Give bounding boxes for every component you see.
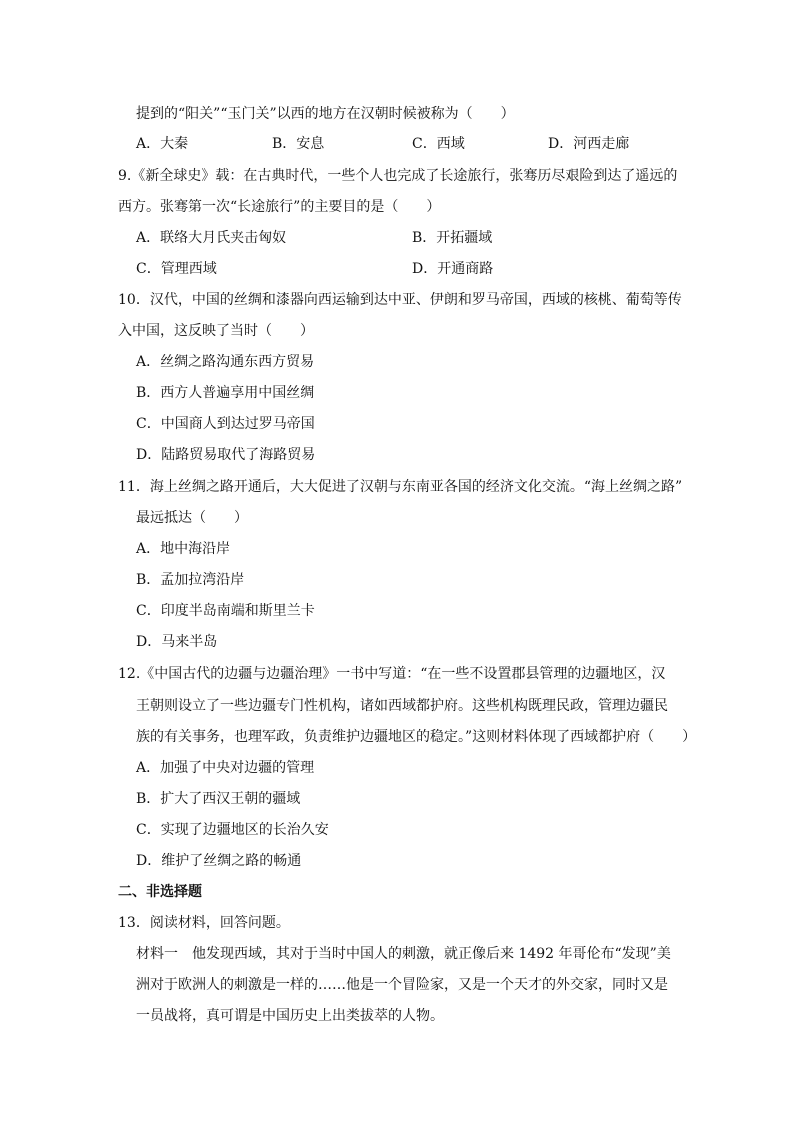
text-line: A．联络大月氏夹击匈奴 <box>136 230 287 246</box>
text-line: A．丝绸之路沟通东西方贸易 <box>136 354 315 370</box>
text-line: C．实现了边疆地区的长治久安 <box>136 822 329 838</box>
text-line: C．西域 <box>412 136 465 152</box>
text-line: 洲对于欧洲人的刺激是一样的……他是一个冒险家，又是一个天才的外交家，同时又是 <box>136 977 668 993</box>
text-line: D．开通商路 <box>412 261 494 277</box>
text-line: 11．海上丝绸之路开通后，大大促进了汉朝与东南亚各国的经济文化交流。“海上丝绸之路” <box>118 479 683 495</box>
text-line: A．加强了中央对边疆的管理 <box>136 760 315 776</box>
text-line: 9.《新全球史》载：在古典时代，一些个人也完成了长途旅行，张骞历尽艰险到达了遥远的 <box>118 168 678 184</box>
text-line: 族的有关事务，也理军政，负责维护边疆地区的稳定。”这则材料体现了西域都护府（ ） <box>136 729 697 745</box>
text-line: B．西方人普遍享用中国丝绸 <box>136 385 315 401</box>
text-line: 一员战将，真可谓是中国历史上出类拔萃的人物。 <box>136 1008 444 1024</box>
text-line: D．维护了丝绸之路的畅通 <box>136 853 302 869</box>
text-line: 12.《中国古代的边疆与边疆治理》一书中写道：“在一些不设置郡县管理的边疆地区，汉 <box>118 666 666 682</box>
text-line: B．安息 <box>272 136 325 152</box>
text-line: 提到的“阳关”“玉门关”以西的地方在汉朝时候被称为（ ） <box>136 106 515 122</box>
text-line: 最远抵达（ ） <box>136 510 248 526</box>
text-line: 入中国，这反映了当时（ ） <box>118 323 314 339</box>
text-line: D．陆路贸易取代了海路贸易 <box>136 447 316 463</box>
text-line: C．管理西域 <box>136 261 217 277</box>
text-line: 西方。张骞第一次“长途旅行”的主要目的是（ ） <box>118 199 441 215</box>
text-line: A．大秦 <box>136 136 189 152</box>
text-line: A．地中海沿岸 <box>136 541 231 557</box>
text-line: B．孟加拉湾沿岸 <box>136 572 245 588</box>
section-heading: 二、非选择题 <box>118 884 202 900</box>
text-line: B．开拓疆域 <box>412 230 493 246</box>
text-line: C．印度半岛南端和斯里兰卡 <box>136 603 315 619</box>
text-line: 王朝则设立了一些边疆专门性机构，诸如西域都护府。这些机构既理民政，管理边疆民 <box>136 698 668 714</box>
text-line: 材料一 他发现西域，其对于当时中国人的刺激，就正像后来 1492 年哥伦布“发现”美 <box>136 946 671 962</box>
text-line: 10．汉代，中国的丝绸和漆器向西运输到达中亚、伊朗和罗马帝国，西域的核桃、葡萄等传 <box>118 292 682 308</box>
text-line: B．扩大了西汉王朝的疆域 <box>136 791 301 807</box>
text-line: D．河西走廊 <box>548 136 630 152</box>
text-line: D．马来半岛 <box>136 634 218 650</box>
text-line: C．中国商人到达过罗马帝国 <box>136 416 315 432</box>
text-line: 13．阅读材料，回答问题。 <box>118 915 290 931</box>
